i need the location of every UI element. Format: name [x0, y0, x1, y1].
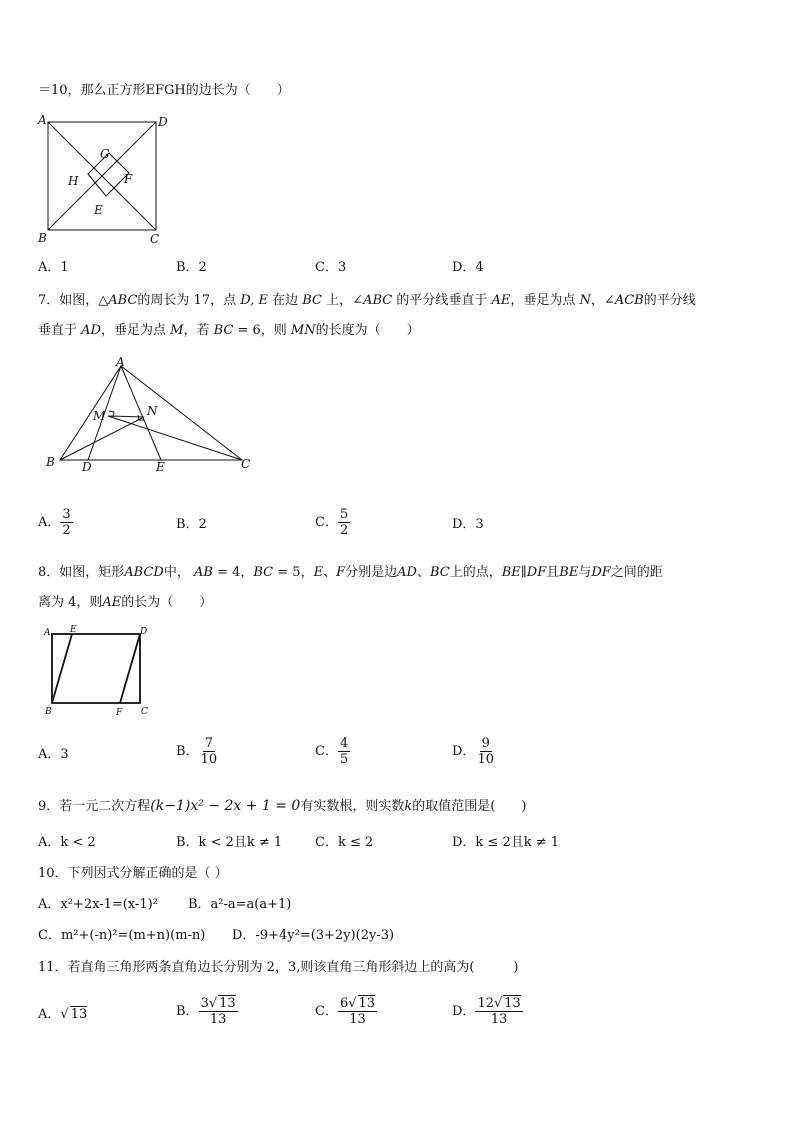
q8-label-d: D	[140, 627, 148, 637]
q6-label-e: E	[94, 203, 103, 217]
q7-stem-line1: 7．如图，△ABC的周长为 17，点 D, E 在边 BC 上，∠ABC 的平分线垂直于 AE，垂足为点 N，∠ACB的平分线	[38, 293, 696, 308]
q6-option-b: B．2	[176, 260, 207, 275]
q7-label-e: E	[156, 460, 165, 474]
q8-line-df	[120, 634, 140, 703]
q7-option-a: A． $\frac{3}{2}$	[38, 507, 71, 538]
q10-option-d: D．-9+4y²=(3+2y)(2y-3)	[232, 928, 395, 943]
q6-figure	[30, 110, 180, 250]
q6-stem-tail: ＝10，那么正方形EFGH的边长为（ ）	[38, 83, 290, 98]
q6-option-d: D．4	[452, 260, 484, 275]
q6-label-h: H	[68, 174, 79, 188]
q8-label-f: F	[116, 708, 123, 718]
q8-label-c: C	[141, 707, 148, 717]
q7-label-n: N	[147, 404, 158, 418]
q11-stem: 11．若直角三角形两条直角边长分别为 2，3,则该直角三角形斜边上的高为( )	[38, 960, 519, 975]
q7-label-d: D	[82, 460, 92, 474]
q6-label-b: B	[38, 231, 47, 245]
q9-option-a: A．k < 2	[38, 835, 96, 850]
q8-label-b: B	[45, 707, 52, 717]
q8-option-d: D． $\frac{9}{10}$	[452, 736, 494, 767]
q11-option-d: D． $\frac{12√ 13}{13}$	[452, 996, 521, 1027]
q6-label-f: F	[124, 172, 133, 186]
q9-option-b: B．k < 2且k ≠ 1	[176, 835, 283, 850]
q6-label-a: A	[38, 113, 47, 127]
q8-figure	[36, 622, 166, 722]
q6-option-c: C．3	[315, 260, 347, 275]
q10-option-c: C．m²+(-n)²=(m+n)(m-n)	[38, 928, 206, 943]
q9-option-d: D．k ≤ 2且k ≠ 1	[452, 835, 560, 850]
q6-option-a: A．1	[38, 260, 69, 275]
q8-option-c: C． $\frac{4}{5}$	[315, 736, 349, 767]
q9-option-c: C．k ≤ 2	[315, 835, 374, 850]
q6-label-d: D	[158, 115, 168, 129]
q9-stem: 9．若一元二次方程(k−1)x² − 2x + 1 = 0有实数根，则实数k的取值范围是( )	[38, 798, 527, 814]
q6-label-g: G	[100, 147, 110, 161]
q7-label-m: M	[93, 409, 106, 423]
q10-option-b: B．a²-a=a(a+1)	[188, 897, 292, 912]
q7-figure	[36, 352, 266, 477]
q7-label-b: B	[46, 455, 55, 469]
q8-rectangle	[52, 634, 140, 703]
q10-stem: 10．下列因式分解正确的是（ ）	[38, 866, 228, 881]
q8-label-a: A	[44, 628, 51, 638]
q7-label-c: C	[241, 457, 251, 471]
q8-option-a: A．3	[38, 747, 69, 762]
q8-label-e: E	[70, 625, 77, 635]
q10-option-a: A．x²+2x-1=(x-1)²	[38, 897, 158, 912]
q11-option-b: B． $\frac{3√ 13}{13}$	[176, 996, 236, 1027]
q7-option-d: D．3	[452, 517, 484, 532]
q7-label-a: A	[116, 355, 125, 369]
q8-option-b: B． $\frac{7}{10}$	[176, 736, 218, 767]
q6-label-c: C	[150, 232, 160, 246]
q7-stem-line2: 垂直于 AD，垂足为点 M，若 BC = 6，则 MN的长度为（ ）	[38, 323, 420, 338]
q7-option-c: C． $\frac{5}{2}$	[315, 507, 349, 538]
q11-option-a: A．√ 13	[38, 1007, 88, 1022]
q8-stem-line2: 离为 4，则AE的长为（ ）	[38, 595, 213, 610]
q7-line-cm	[108, 416, 242, 460]
q11-option-c: C． $\frac{6√ 13}{13}$	[315, 996, 376, 1027]
q8-stem-line1: 8．如图，矩形ABCD中， AB = 4，BC = 5，E、F分别是边AD、BC上的点，BE∥DF且BE与DF之间的距	[38, 565, 663, 580]
q7-option-b: B．2	[176, 517, 207, 532]
q8-line-be	[52, 634, 72, 703]
